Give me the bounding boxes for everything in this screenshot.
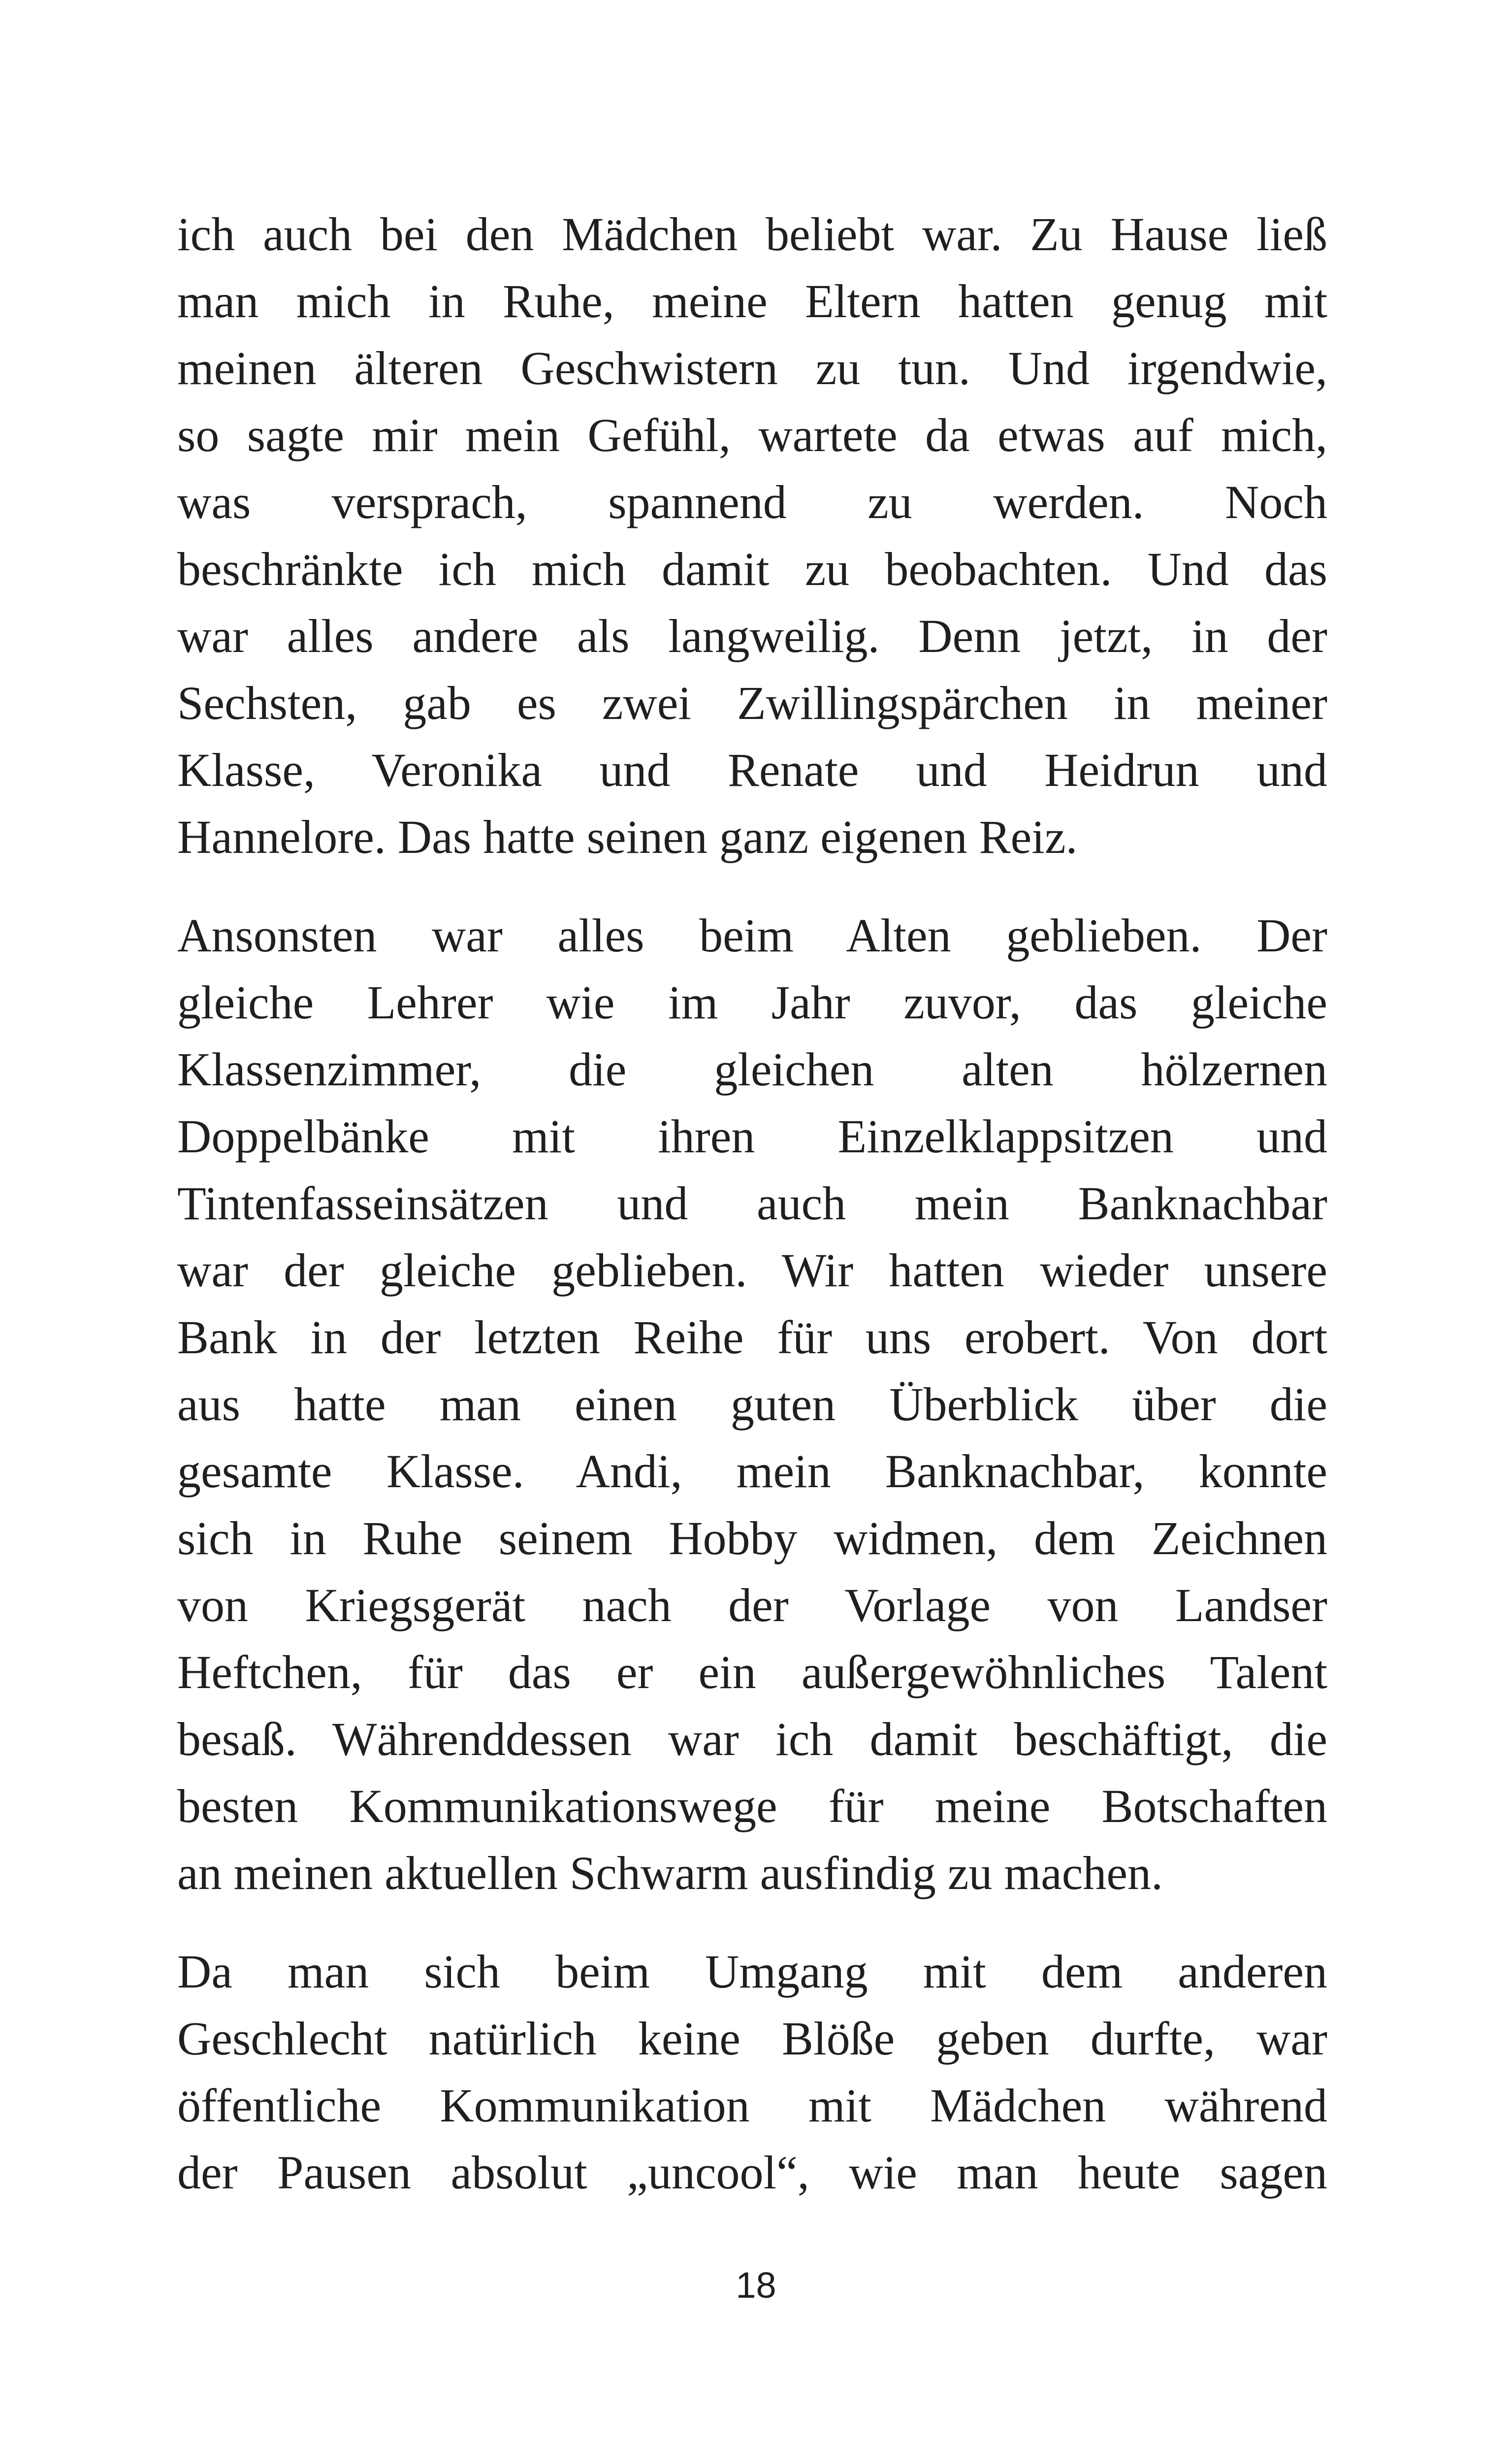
text-line: von Kriegsgerät nach der Vorlage von Landser	[177, 1579, 1327, 1631]
text-line: Klassenzimmer, die gleichen alten hölzernen	[177, 1043, 1327, 1096]
text-line: Ansonsten war alles beim Alten geblieben. Der	[177, 909, 1327, 962]
text-line: Heftchen, für das er ein außergewöhnliches Talent	[177, 1646, 1327, 1698]
text-line: Sechsten, gab es zwei Zwillingspärchen in meiner	[177, 677, 1327, 729]
text-line: aus hatte man einen guten Überblick über die	[177, 1378, 1327, 1431]
text-line: Klasse, Veronika und Renate und Heidrun und	[177, 744, 1327, 796]
text-line: ich auch bei den Mädchen beliebt war. Zu Hause ließ	[177, 208, 1327, 261]
text-line: so sagte mir mein Gefühl, wartete da etwas auf mich,	[177, 409, 1327, 461]
text-line: gleiche Lehrer wie im Jahr zuvor, das gleiche	[177, 976, 1327, 1029]
text-line: beschränkte ich mich damit zu beobachten. Und das	[177, 543, 1327, 595]
text-line: Doppelbänke mit ihren Einzelklappsitzen und	[177, 1110, 1327, 1163]
page-number: 18	[736, 2265, 776, 2306]
text-line: sich in Ruhe seinem Hobby widmen, dem Zeichnen	[177, 1512, 1327, 1564]
paragraph-1	[177, 201, 1327, 871]
body-text	[177, 201, 1327, 2238]
paragraph-3	[177, 1938, 1327, 2206]
text-line: Tintenfasseinsätzen und auch mein Banknachbar	[177, 1177, 1327, 1230]
text-line: meinen älteren Geschwistern zu tun. Und irgendwie,	[177, 342, 1327, 394]
text-line: Bank in der letzten Reihe für uns erobert. Von dort	[177, 1311, 1327, 1364]
text-line: an meinen aktuellen Schwarm ausfindig zu machen.	[177, 1847, 1163, 1899]
text-line: war der gleiche geblieben. Wir hatten wieder unsere	[177, 1244, 1327, 1297]
paragraph-2	[177, 902, 1327, 1907]
text-line: besten Kommunikationswege für meine Botschaften	[177, 1780, 1327, 1832]
text-line: öffentliche Kommunikation mit Mädchen während	[177, 2079, 1327, 2132]
text-line: Geschlecht natürlich keine Blöße geben durfte, war	[177, 2012, 1327, 2065]
text-line: Hannelore. Das hatte seinen ganz eigenen Reiz.	[177, 811, 1078, 863]
text-line: Da man sich beim Umgang mit dem anderen	[177, 1945, 1327, 1998]
text-line: war alles andere als langweilig. Denn jetzt, in der	[177, 610, 1327, 662]
text-line: was versprach, spannend zu werden. Noch	[177, 476, 1327, 528]
text-line: gesamte Klasse. Andi, mein Banknachbar, konnte	[177, 1445, 1327, 1498]
text-line: der Pausen absolut „uncool“, wie man heute sagen	[177, 2146, 1327, 2199]
text-line: man mich in Ruhe, meine Eltern hatten genug mit	[177, 275, 1327, 327]
text-line: besaß. Währenddessen war ich damit beschäftigt, die	[177, 1713, 1327, 1765]
